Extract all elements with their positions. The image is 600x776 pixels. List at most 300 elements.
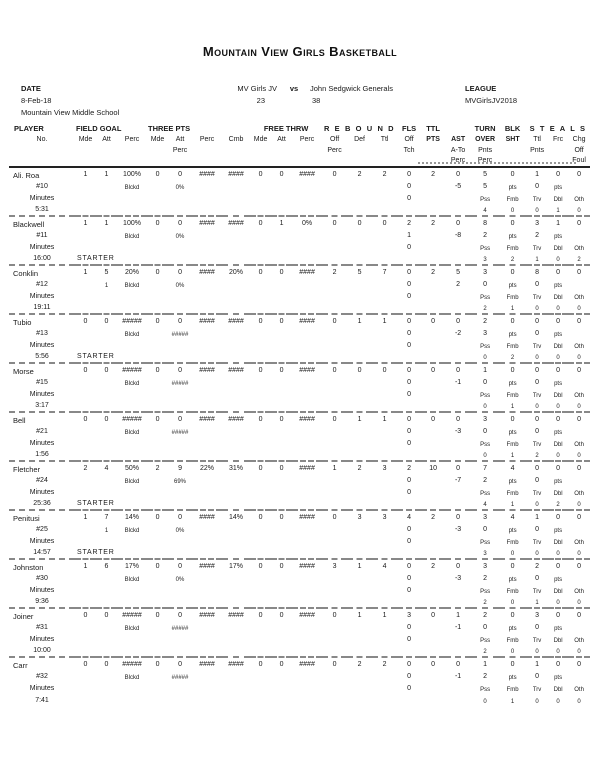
fg-blocked-label: Blckd — [124, 625, 140, 632]
tp-made: 0 — [147, 510, 168, 523]
to-type-pss-label: Pss — [480, 588, 491, 595]
tp-att: 0 — [168, 510, 192, 523]
starter-label — [75, 302, 147, 314]
blocked-shots: 0 — [499, 412, 526, 425]
to-type-pss-label: Pss — [480, 539, 491, 546]
tp-made: 2 — [147, 461, 168, 474]
ft-perc: #### — [292, 412, 322, 425]
steals-frc: 0 — [548, 265, 568, 278]
starter-label: STARTER — [77, 500, 115, 508]
steal-pnts: 0 — [535, 428, 540, 436]
tp-perc: #### — [192, 559, 222, 572]
to-type-oth: 0 — [577, 648, 581, 655]
player-sub-row-2 — [9, 241, 590, 253]
to-type-oth: 0 — [577, 550, 581, 557]
assist-to-ratio: -1 — [454, 379, 462, 387]
fouls-r2: 0 — [407, 624, 412, 632]
player-name: Joiner — [9, 608, 75, 621]
tp-perc: 22% — [192, 461, 222, 474]
player-block — [9, 363, 590, 412]
reb-off: 3 — [322, 559, 347, 572]
to-type-oth-label: Oth — [574, 196, 584, 203]
reb-ttl: 1 — [372, 608, 397, 621]
fg-blocked-count — [96, 425, 117, 437]
fouls-r2: 1 — [407, 232, 412, 240]
fouls-r3: 0 — [407, 587, 412, 595]
home-team: MV Girls JV — [237, 84, 277, 93]
fg-perc: ##### — [117, 363, 147, 376]
to-type-dbl: 1 — [556, 207, 560, 214]
fg-blocked-count — [96, 327, 117, 339]
to-type-fmb: 1 — [510, 452, 515, 459]
fouls-r3: 0 — [407, 440, 412, 448]
steal-pnts: 0 — [535, 575, 540, 583]
to-type-pss: 0 — [483, 354, 487, 361]
to-type-dbl: 0 — [556, 698, 560, 705]
player-name: Fletcher — [9, 461, 75, 474]
to-type-pss: 0 — [483, 452, 487, 459]
turnovers: 8 — [471, 216, 499, 229]
fouls-r3: 0 — [407, 342, 412, 350]
col-steals: S T E A L S — [529, 123, 587, 133]
fg-blocked-count — [96, 670, 117, 682]
player-sub-row-2 — [9, 339, 590, 351]
reb-off: 0 — [322, 510, 347, 523]
steals-chg: 0 — [568, 314, 590, 327]
fg-perc: ##### — [117, 412, 147, 425]
to-type-dbl: 0 — [556, 354, 560, 361]
assist-to-ratio: -1 — [454, 624, 462, 632]
player-block — [9, 510, 590, 559]
reb-def: 5 — [347, 265, 372, 278]
player-block — [9, 412, 590, 461]
player-sub-row-3 — [9, 400, 590, 412]
steal-pnts-label: pts — [554, 331, 563, 338]
starter-label — [75, 596, 147, 608]
reb-off: 0 — [322, 412, 347, 425]
tp-att-perc: ##### — [171, 674, 189, 681]
steals-frc: 0 — [556, 171, 561, 179]
player-sub-row-2 — [9, 535, 590, 547]
minutes-value: 16:00 — [33, 255, 51, 263]
to-type-dbl: 0 — [556, 648, 560, 655]
total-pts: 2 — [421, 265, 445, 278]
reb-def: 0 — [347, 363, 372, 376]
player-stats-row — [9, 314, 590, 327]
reb-off: 0 — [322, 657, 347, 670]
tp-cmb: #### — [222, 363, 250, 376]
to-type-oth: 0 — [577, 452, 581, 459]
fg-blocked-label: Blckd — [124, 380, 140, 387]
player-sub-row-1 — [9, 425, 590, 437]
steal-pnts-label: pts — [554, 576, 563, 583]
starter-label — [75, 694, 147, 706]
date-label: DATE — [21, 84, 41, 93]
to-type-pss: 3 — [483, 256, 487, 263]
to-type-trv: 1 — [535, 256, 539, 263]
to-type-oth: 0 — [577, 207, 581, 214]
steal-pnts: 0 — [535, 673, 540, 681]
minutes-value: 5:56 — [35, 353, 49, 361]
turnover-pnts: 2 — [483, 477, 488, 485]
fg-att: 7 — [96, 510, 117, 523]
fg-made: 0 — [75, 314, 96, 327]
reb-off: 0 — [332, 171, 337, 179]
to-type-fmb-label: Fmb — [506, 245, 519, 252]
col-total: TTL — [426, 123, 440, 133]
minutes-value: 10:00 — [33, 647, 51, 655]
reb-def: 1 — [347, 559, 372, 572]
steal-pnts-label: pts — [554, 380, 563, 387]
to-type-fmb: 1 — [510, 403, 515, 410]
fg-att: 1 — [104, 171, 109, 179]
turnovers: 3 — [471, 412, 499, 425]
player-sub-row-3 — [9, 547, 590, 559]
fg-att: 0 — [96, 314, 117, 327]
player-block — [9, 559, 590, 608]
to-type-dbl-label: Dbl — [553, 490, 563, 497]
fouls-r2: 0 — [407, 281, 412, 289]
steal-pnts-label: pts — [554, 625, 563, 632]
to-type-fmb: 1 — [510, 698, 515, 705]
col-blocked: BLK — [504, 123, 521, 133]
tp-cmb: 17% — [222, 559, 250, 572]
to-type-trv-label: Trv — [532, 588, 542, 595]
reb-ttl: 0 — [372, 363, 397, 376]
to-type-dbl: 0 — [556, 403, 560, 410]
reb-ttl: 1 — [372, 314, 397, 327]
col-forced: Frc — [553, 136, 564, 144]
to-type-fmb: 2 — [510, 354, 515, 361]
turnover-pnts: 2 — [483, 575, 488, 583]
tp-att-perc: ##### — [171, 331, 189, 338]
player-sub-row-3 — [9, 596, 590, 608]
to-type-pss-label: Pss — [480, 294, 491, 301]
ft-made: 0 — [258, 171, 263, 179]
player-sub-row-1 — [9, 180, 590, 192]
assist-to-ratio: -1 — [454, 673, 462, 681]
player-name: Ali. Roa — [13, 170, 40, 180]
fouls-r2: 0 — [407, 673, 412, 681]
to-type-dbl-label: Dbl — [553, 392, 563, 399]
turnover-pnts-label: pts — [508, 674, 517, 681]
away-team: John Sedgwick Generals — [310, 84, 393, 93]
tp-perc: #### — [192, 657, 222, 670]
tp-att-perc: 69% — [174, 478, 187, 485]
ft-perc: #### — [292, 608, 322, 621]
tp-cmb: #### — [222, 216, 250, 229]
fg-blocked-count — [96, 376, 117, 388]
steal-pnts-label: pts — [554, 282, 563, 289]
col-turnover-2: OVER — [475, 136, 496, 144]
to-type-oth: 0 — [577, 403, 581, 410]
assists: 0 — [456, 171, 461, 179]
dotted-line-artifact — [418, 162, 576, 164]
fouls-r3: 0 — [407, 293, 412, 301]
ft-made: 0 — [250, 608, 271, 621]
turnover-pnts-label: pts — [508, 282, 517, 289]
player-sub-row-1 — [9, 523, 590, 535]
col-tch: Tch — [403, 147, 415, 155]
to-type-trv-label: Trv — [532, 441, 542, 448]
player-sub-row-2 — [9, 633, 590, 645]
fg-made: 0 — [75, 363, 96, 376]
minutes-value: 1:56 — [35, 451, 49, 459]
steal-pnts-label: pts — [554, 674, 563, 681]
col-cmb: Cmb — [228, 136, 244, 144]
reb-ttl: 3 — [372, 461, 397, 474]
fouls-r2: 0 — [407, 526, 412, 534]
to-type-fmb-label: Fmb — [506, 441, 519, 448]
assist-to-ratio: -3 — [454, 575, 462, 583]
turnover-pnts: 0 — [483, 526, 488, 534]
to-type-oth: 0 — [577, 501, 581, 508]
player-sub-row-2 — [9, 437, 590, 449]
col-rebound: R E B O U N D — [323, 123, 396, 133]
minutes-label: Minutes — [29, 244, 55, 252]
total-pts: 10 — [421, 461, 445, 474]
blocked-shots: 0 — [499, 216, 526, 229]
player-sub-row-3 — [9, 253, 590, 265]
jersey-number: #30 — [36, 575, 48, 583]
tp-made: 0 — [147, 412, 168, 425]
ft-made: 0 — [250, 412, 271, 425]
player-sub-row-1 — [9, 376, 590, 388]
fg-blocked-count — [96, 572, 117, 584]
to-type-trv: 0 — [535, 648, 539, 655]
reb-off: 0 — [322, 608, 347, 621]
date-value: 8-Feb-18 — [21, 96, 52, 105]
steals-ttl: 1 — [535, 171, 540, 179]
to-type-dbl-label: Dbl — [553, 245, 563, 252]
player-block — [9, 265, 590, 314]
fouls-r2: 0 — [407, 575, 412, 583]
jersey-number: #25 — [36, 526, 48, 534]
to-type-oth: 0 — [577, 599, 581, 606]
to-type-oth-label: Oth — [574, 490, 584, 497]
col-to-pnts: Pnts — [478, 147, 493, 155]
tp-att: 0 — [168, 216, 192, 229]
tp-att-perc: 0% — [175, 282, 185, 289]
to-type-dbl-label: Dbl — [553, 196, 563, 203]
tp-att: 0 — [168, 363, 192, 376]
player-stats-row — [9, 412, 590, 425]
fg-att: 5 — [96, 265, 117, 278]
minutes-value: 5:31 — [35, 206, 49, 214]
tp-att-perc: 0% — [175, 184, 185, 191]
fg-blocked-label: Blckd — [124, 674, 140, 681]
steal-pnts-label: pts — [554, 527, 563, 534]
player-block — [9, 608, 590, 657]
col-charge: Chg — [572, 136, 586, 144]
reb-def: 3 — [347, 510, 372, 523]
fg-blocked-label: Blckd — [124, 184, 140, 191]
fouls: 4 — [397, 510, 421, 523]
minutes-label: Minutes — [29, 195, 55, 203]
blocked-shots: 0 — [499, 363, 526, 376]
fg-perc: 17% — [117, 559, 147, 572]
player-name: Penitusi — [9, 510, 75, 523]
assists: 0 — [445, 216, 471, 229]
jersey-number: #32 — [36, 673, 48, 681]
tp-att-perc: 0% — [175, 576, 185, 583]
tp-made: 0 — [147, 216, 168, 229]
steal-pnts: 0 — [535, 477, 540, 485]
reb-def: 2 — [357, 171, 362, 179]
steals-chg: 0 — [568, 510, 590, 523]
tp-made: 0 — [147, 608, 168, 621]
reb-off: 0 — [322, 314, 347, 327]
to-type-fmb: 0 — [510, 207, 515, 214]
reb-def: 2 — [347, 657, 372, 670]
player-stats-row — [9, 216, 590, 229]
blocked-shots: 4 — [499, 461, 526, 474]
ft-perc: 0% — [292, 216, 322, 229]
to-type-dbl: 0 — [556, 599, 560, 606]
to-type-fmb-label: Fmb — [506, 294, 519, 301]
ft-made: 0 — [250, 216, 271, 229]
fouls-r2: 0 — [407, 183, 412, 191]
assists: 0 — [445, 510, 471, 523]
league-label: LEAGUE — [465, 84, 497, 93]
reb-def: 0 — [347, 216, 372, 229]
minutes-label: Minutes — [29, 440, 55, 448]
steals-frc: 0 — [548, 608, 568, 621]
player-sub-row-1 — [9, 327, 590, 339]
blocked-shots: 0 — [499, 657, 526, 670]
fouls: 0 — [397, 657, 421, 670]
turnovers: 2 — [471, 608, 499, 621]
fg-perc: 50% — [117, 461, 147, 474]
fg-blocked-count — [96, 229, 117, 241]
total-pts: 0 — [421, 314, 445, 327]
player-name: Conklin — [9, 265, 75, 278]
tp-perc: #### — [192, 265, 222, 278]
turnover-pnts-label: pts — [508, 429, 517, 436]
player-sub-row-1 — [9, 474, 590, 486]
fg-blocked-label: Blckd — [124, 331, 140, 338]
ft-att: 0 — [271, 412, 292, 425]
fouls-r2: 0 — [407, 428, 412, 436]
tp-att: 0 — [168, 412, 192, 425]
tp-perc: #### — [192, 314, 222, 327]
ft-perc: #### — [292, 314, 322, 327]
to-type-fmb-label: Fmb — [506, 196, 519, 203]
tp-made: 0 — [147, 657, 168, 670]
jersey-number: #13 — [36, 330, 48, 338]
fouls-r3: 0 — [407, 244, 412, 252]
to-type-trv: 0 — [535, 501, 539, 508]
steal-pnts: 0 — [535, 624, 540, 632]
tp-cmb: 14% — [222, 510, 250, 523]
starter-label — [75, 400, 147, 412]
fg-made: 1 — [75, 265, 96, 278]
to-type-dbl: 0 — [556, 256, 560, 263]
ft-perc: #### — [292, 265, 322, 278]
steals-chg: 0 — [568, 608, 590, 621]
tp-cmb: #### — [222, 314, 250, 327]
player-block — [9, 216, 590, 265]
steals-chg: 0 — [568, 412, 590, 425]
steals-frc: 0 — [548, 412, 568, 425]
to-type-trv: 1 — [535, 599, 539, 606]
to-type-trv-label: Trv — [532, 490, 542, 497]
tp-made: 0 — [155, 171, 160, 179]
fg-made: 1 — [75, 510, 96, 523]
tp-cmb: #### — [222, 608, 250, 621]
steals-ttl: 0 — [526, 412, 548, 425]
assist-to-ratio: -2 — [454, 330, 462, 338]
col-player: PLAYER — [14, 123, 44, 133]
jersey-number: #24 — [36, 477, 48, 485]
to-type-trv-label: Trv — [532, 392, 542, 399]
steals-frc: 0 — [548, 657, 568, 670]
col-a-to: A-To — [450, 147, 466, 155]
to-type-trv: 0 — [535, 354, 539, 361]
to-type-pss-label: Pss — [480, 637, 491, 644]
col-field-goal: FIELD GOAL — [76, 123, 122, 133]
turnover-pnts-label: pts — [508, 527, 517, 534]
player-name: Morse — [9, 363, 75, 376]
to-type-pss-label: Pss — [480, 490, 491, 497]
ft-att: 0 — [271, 559, 292, 572]
player-name: Bell — [9, 412, 75, 425]
fg-att: 0 — [96, 412, 117, 425]
player-sub-row-2 — [9, 682, 590, 694]
total-pts: 2 — [421, 216, 445, 229]
steals-chg: 0 — [568, 559, 590, 572]
tp-att-perc: 0% — [175, 233, 185, 240]
ft-made: 0 — [250, 559, 271, 572]
fouls: 0 — [397, 265, 421, 278]
turnovers: 1 — [471, 657, 499, 670]
player-name: Blackwell — [9, 216, 75, 229]
fouls-r2: 0 — [407, 379, 412, 387]
starter-label — [75, 645, 147, 657]
fouls-r3: 0 — [407, 685, 412, 693]
venue: Mountain View Middle School — [21, 108, 120, 117]
minutes-value: 25:36 — [33, 500, 51, 508]
fg-perc: 100% — [123, 171, 141, 179]
to-type-pss: 2 — [483, 648, 487, 655]
to-type-dbl-label: Dbl — [553, 441, 563, 448]
ft-made: 0 — [250, 363, 271, 376]
reb-ttl: 1 — [372, 412, 397, 425]
player-sub-row-3 — [9, 694, 590, 706]
ft-perc: #### — [292, 461, 322, 474]
col-stl-pnts: Pnts — [530, 147, 545, 155]
assists: 5 — [445, 265, 471, 278]
steal-pnts-label: pts — [554, 233, 563, 240]
reb-ttl: 4 — [372, 559, 397, 572]
ft-perc: #### — [292, 510, 322, 523]
game-meta — [0, 82, 600, 124]
to-type-pss: 4 — [483, 501, 487, 508]
to-type-fmb-label: Fmb — [506, 588, 519, 595]
tp-perc: #### — [192, 363, 222, 376]
jersey-number: #10 — [36, 183, 48, 191]
to-type-oth: 0 — [577, 354, 581, 361]
turnover-pnts-label: pts — [508, 478, 517, 485]
reb-off: 0 — [322, 363, 347, 376]
tp-cmb: 31% — [222, 461, 250, 474]
league-value: MVGirlsJV2018 — [465, 96, 518, 105]
fg-blocked-label: Blckd — [124, 429, 140, 436]
to-type-trv-label: Trv — [532, 686, 542, 693]
fouls-r3: 0 — [407, 391, 412, 399]
total-pts: 0 — [421, 412, 445, 425]
player-sub-row-1 — [9, 229, 590, 241]
